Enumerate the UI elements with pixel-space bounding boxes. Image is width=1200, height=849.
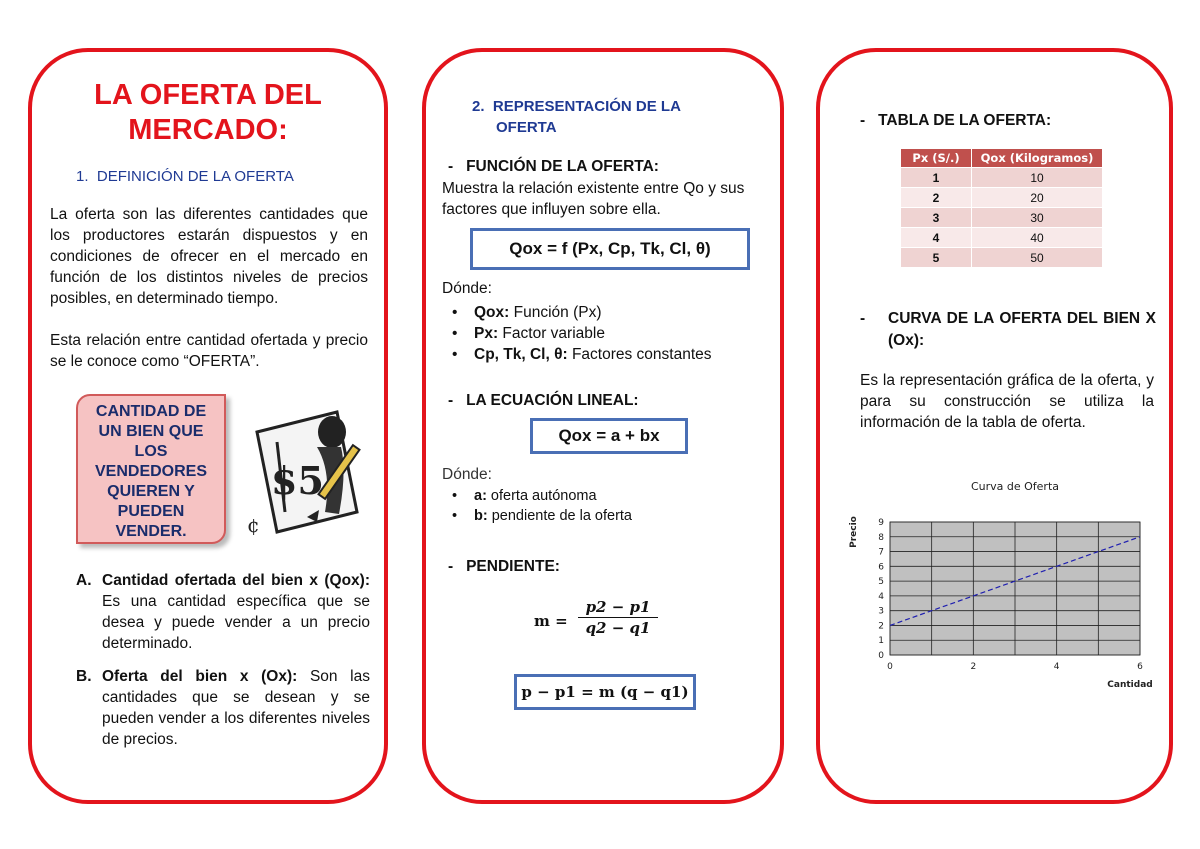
bullet-item — [440, 302, 770, 323]
tabla-heading: - TABLA DE LA OFERTA: — [860, 112, 1052, 129]
table-row — [901, 248, 1103, 268]
bullet-text: Función (Px) — [509, 304, 602, 321]
table-header-px: Px (S/.) — [901, 149, 972, 168]
bullet-text: oferta autónoma — [486, 488, 597, 504]
definiciones-list — [76, 570, 370, 762]
chart-title: Curva de Oferta — [970, 480, 1060, 493]
y-tick-label: 3 — [878, 606, 884, 617]
bullet-item — [440, 344, 770, 365]
callout-line: VENDER. — [115, 523, 187, 540]
y-axis-label: Precio — [849, 516, 859, 548]
bullet-item — [440, 323, 770, 344]
x-tick-label: 0 — [887, 662, 893, 672]
variables-list — [440, 302, 770, 365]
callout-line: CANTIDAD DE — [95, 403, 207, 420]
item-text: Es una cantidad específica que se desea y puede vender a un precio determinado. — [102, 593, 370, 652]
y-tick-label: 5 — [878, 577, 884, 588]
x-axis-label: Cantidad — [1107, 680, 1153, 690]
y-tick-label: 2 — [878, 621, 884, 632]
table-cell-px: 1 — [901, 168, 972, 188]
ecuacion-formula-box: Qox = a + bx — [530, 418, 688, 454]
bullet-term: Qox: — [474, 304, 510, 321]
table-cell-px: 4 — [901, 228, 972, 248]
callout-box — [76, 394, 226, 544]
item-marker: B. — [76, 668, 92, 685]
table-cell-px: 5 — [901, 248, 972, 268]
funcion-formula-box: Qox = f (Px, Cp, Tk, Cl, θ) — [470, 228, 750, 270]
item-text: Son las cantidades que se desean y se pueden vender a los diferentes niveles de precios. — [102, 668, 370, 748]
definicion-paragraph: La oferta son las diferentes cantidades que los productores estarán dispuestos y en condiciones de ofrecer en el mercado en función de los distintos niveles de precios posibles, en determinado tiempo. — [50, 206, 368, 307]
oferta-table — [900, 148, 1103, 268]
svg-text:$5: $5 — [271, 458, 324, 503]
curva-heading: - CURVA DE LA OFERTA DEL BIEN X (Ox): — [860, 310, 1156, 349]
x-tick-label: 4 — [1053, 662, 1060, 672]
callout-line: QUIEREN Y — [107, 483, 195, 500]
table-row — [901, 188, 1103, 208]
bullet-icon: • — [452, 346, 458, 363]
table-cell-qox: 10 — [972, 168, 1103, 188]
y-tick-label: 7 — [878, 547, 884, 558]
table-row — [901, 168, 1103, 188]
bullet-item — [440, 486, 770, 506]
bullet-icon: • — [452, 325, 458, 342]
table-cell-qox: 40 — [972, 228, 1103, 248]
y-tick-label: 6 — [878, 562, 884, 573]
bullet-term: Px: — [474, 325, 499, 342]
y-tick-label: 9 — [878, 518, 884, 528]
svg-text:¢: ¢ — [247, 513, 260, 537]
table-cell-qox: 20 — [972, 188, 1103, 208]
coeficientes-list — [440, 486, 770, 526]
donde-label-2: Dónde: — [442, 466, 492, 483]
funcion-text: Muestra la relación existente entre Qo y sus factores que influyen sobre ella. — [442, 180, 745, 218]
supply-curve-chart — [830, 472, 1160, 702]
table-row — [901, 228, 1103, 248]
y-tick-label: 1 — [878, 636, 884, 647]
y-tick-label: 0 — [878, 651, 884, 661]
bullet-term: b: — [474, 508, 488, 524]
callout-line: LOS — [134, 443, 168, 460]
funcion-heading: - FUNCIÓN DE LA OFERTA: — [448, 158, 659, 175]
table-cell-qox: 50 — [972, 248, 1103, 268]
bullet-term: a: — [474, 488, 487, 504]
bullet-term: Cp, Tk, Cl, θ: — [474, 346, 568, 363]
table-cell-qox: 30 — [972, 208, 1103, 228]
definicion-item — [76, 570, 370, 654]
section-heading-representacion: 2. REPRESENTACIÓN DE LA OFERTA — [472, 98, 681, 136]
relacion-paragraph: Esta relación entre cantidad ofertada y precio se le conoce como “OFERTA”. — [50, 332, 368, 370]
ecuacion-heading: - LA ECUACIÓN LINEAL: — [448, 392, 639, 409]
callout-line: VENDEDORES — [94, 463, 208, 480]
table-header-qox: Qox (Kilogramos) — [972, 149, 1103, 168]
pendiente-formula-box: p − p1 = m (q − q1) — [514, 674, 696, 710]
bullet-icon: • — [452, 508, 458, 524]
table-cell-px: 2 — [901, 188, 972, 208]
panel-tabla-curva — [816, 48, 1173, 804]
bullet-text: Factores constantes — [567, 346, 712, 363]
callout-line: UN BIEN QUE — [98, 423, 204, 440]
callout-line: PUEDEN — [117, 503, 185, 520]
curva-text: Es la representación gráfica de la oferta, y para su construcción se utiliza la información de la tabla de oferta. — [860, 372, 1154, 431]
definicion-item — [76, 666, 370, 750]
item-term: Oferta del bien x (Ox): — [102, 668, 298, 685]
table-cell-px: 3 — [901, 208, 972, 228]
price-drawing-illustration — [237, 402, 377, 542]
x-tick-label: 6 — [1137, 662, 1143, 672]
bullet-item — [440, 506, 770, 526]
y-tick-label: 8 — [878, 532, 884, 543]
panel-representacion: 2. REPRESENTACIÓN DE LA OFERTA - FUNCIÓN DE LA OFERTA: Muestra la relación existente entre Qo y sus factores que influyen sobre ella. Qox = f (Px, Cp, Tk, Cl, θ) Dónde: • Qox: Función (Px) • Px: Factor variable • Cp, Tk, Cl, θ: Factores constantes - LA ECUACIÓN LINEAL: Qox = a + bx Dónde: • a: oferta autónoma • b: pendiente de la oferta - PENDIENTE: m = p2 − p1 q2 − q1 p − p1 = m (q − q1) — [422, 48, 784, 804]
panel-definicion — [28, 48, 388, 804]
bullet-text: pendiente de la oferta — [487, 508, 632, 524]
item-marker: A. — [76, 572, 92, 589]
bullet-icon: • — [452, 304, 458, 321]
pendiente-heading: - PENDIENTE: — [448, 558, 560, 575]
y-tick-label: 4 — [878, 591, 884, 602]
bullet-text: Factor variable — [498, 325, 605, 342]
table-row — [901, 208, 1103, 228]
main-title: LA OFERTA DEL MERCADO: — [94, 79, 322, 146]
item-term: Cantidad ofertada del bien x (Qox): — [102, 572, 370, 589]
bullet-icon: • — [452, 488, 458, 504]
section-heading-definicion: 1. DEFINICIÓN DE LA OFERTA — [76, 168, 294, 185]
x-tick-label: 2 — [970, 662, 977, 672]
donde-label: Dónde: — [442, 280, 492, 297]
